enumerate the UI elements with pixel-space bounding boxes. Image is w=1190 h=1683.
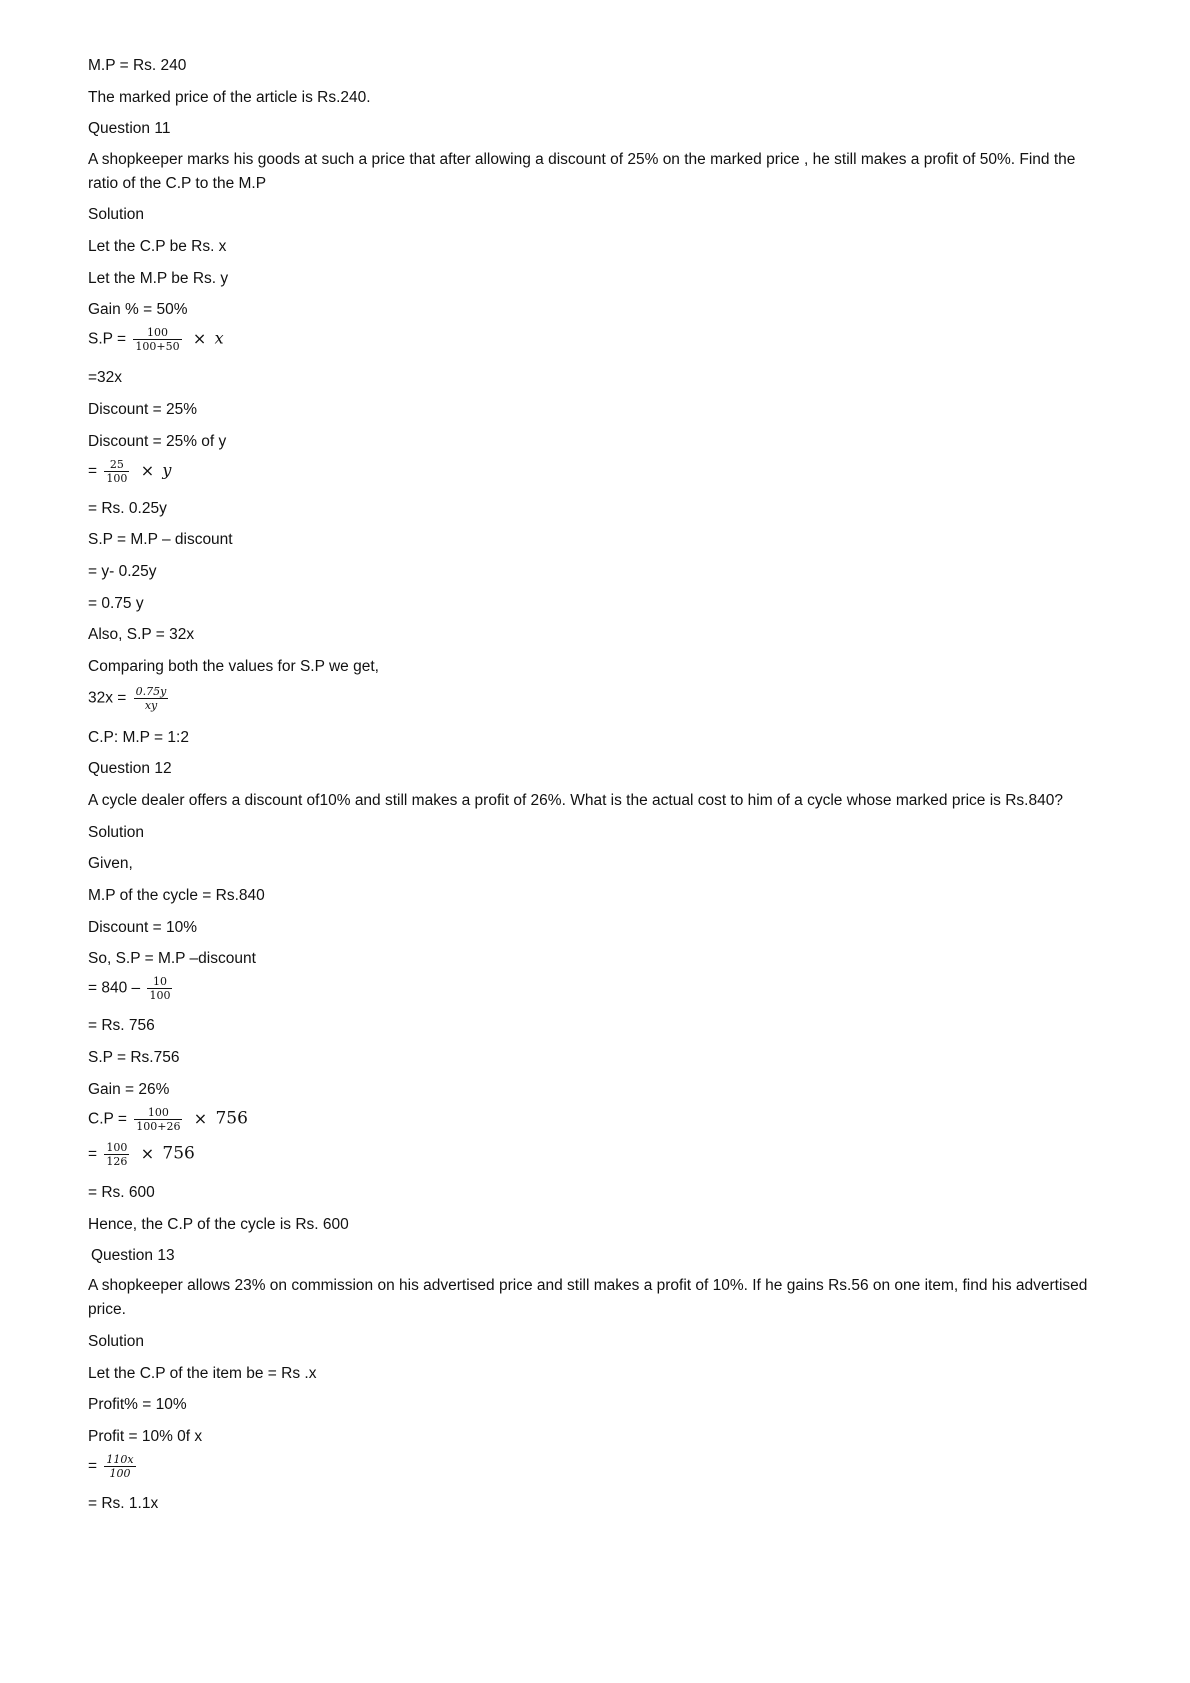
equation-line <box>88 326 224 353</box>
text-line: The marked price of the article is Rs.240. <box>88 89 371 106</box>
fraction-numerator: 10 <box>147 975 172 989</box>
text-line: Let the M.P be Rs. y <box>88 270 229 287</box>
fraction-denominator: 100 <box>106 472 128 485</box>
fraction-numerator: 0.75y <box>135 685 167 698</box>
text-line: Also, S.P = 32x <box>88 626 195 643</box>
text-line: S.P = M.P – discount <box>88 531 233 548</box>
equation-line <box>88 458 171 485</box>
math-number: 756 <box>162 1143 195 1164</box>
fraction-denominator: 100 <box>109 1467 131 1480</box>
text-line: =32x <box>88 369 123 386</box>
fraction <box>104 1453 135 1480</box>
solution-heading: Solution <box>88 206 145 223</box>
text-line: Discount = 10% <box>88 919 197 936</box>
text-line: Gain % = 50% <box>88 301 188 318</box>
fraction <box>134 1106 182 1133</box>
text-line: C.P: M.P = 1:2 <box>88 729 189 746</box>
text-line: Profit = 10% 0f x <box>88 1428 203 1445</box>
text-line: Let the C.P of the item be = Rs .x <box>88 1365 317 1382</box>
equation-label: = <box>88 1457 98 1475</box>
fraction-numerator: 25 <box>104 458 129 472</box>
times-operator: × <box>140 1143 155 1163</box>
equation-line <box>88 975 175 1002</box>
text-line: = Rs. 756 <box>88 1017 155 1034</box>
fraction-numerator: 100 <box>133 326 181 340</box>
text-line: Gain = 26% <box>88 1081 170 1098</box>
text-line: = y- 0.25y <box>88 563 157 580</box>
text-line: Discount = 25% <box>88 401 197 418</box>
times-operator: × <box>193 1108 208 1128</box>
equation-line <box>88 1106 248 1133</box>
math-number: 756 <box>215 1108 248 1129</box>
fraction-denominator: 100 <box>149 989 171 1002</box>
text-line: = Rs. 0.25y <box>88 500 167 517</box>
fraction-numerator: 100 <box>106 1141 128 1154</box>
fraction <box>104 1141 129 1168</box>
times-operator: × <box>140 460 155 480</box>
question-heading: Question 13 <box>91 1247 175 1264</box>
equation-line <box>88 1453 139 1480</box>
text-line: Given, <box>88 855 133 872</box>
times-operator: × <box>192 328 207 348</box>
question-heading: Question 11 <box>88 120 171 137</box>
text-line: = 0.75 y <box>88 595 144 612</box>
question-text: A cycle dealer offers a discount of10% and still makes a profit of 26%. What is the actual cost to him of a cycle whose marked price is Rs.840? <box>88 792 1063 809</box>
fraction <box>147 975 172 1002</box>
text-line: Let the C.P be Rs. x <box>88 238 227 255</box>
text-line: M.P of the cycle = Rs.840 <box>88 887 265 904</box>
fraction <box>104 458 129 485</box>
equation-label: = <box>88 1145 98 1163</box>
fraction-denominator: xy <box>144 699 158 712</box>
math-variable: y <box>162 460 172 480</box>
fraction-numerator: 100 <box>134 1106 182 1120</box>
text-line: S.P = Rs.756 <box>88 1049 180 1066</box>
equation-line <box>88 1141 195 1168</box>
fraction <box>133 326 181 353</box>
equation-line <box>88 685 171 712</box>
fraction <box>134 685 169 712</box>
text-line: Profit% = 10% <box>88 1396 187 1413</box>
text-line: Hence, the C.P of the cycle is Rs. 600 <box>88 1216 349 1233</box>
question-text: A shopkeeper marks his goods at such a price that after allowing a discount of 25% on the marked price , he still makes a profit of 50%. Find the ratio of the C.P to the M.P <box>88 151 1076 192</box>
equation-label: S.P = <box>88 330 127 348</box>
question-heading: Question 12 <box>88 760 172 777</box>
text-line: M.P = Rs. 240 <box>88 57 187 74</box>
fraction-denominator: 126 <box>106 1155 128 1168</box>
text-line: = Rs. 1.1x <box>88 1495 159 1512</box>
math-variable: x <box>214 328 224 348</box>
text-line: = Rs. 600 <box>88 1184 155 1201</box>
text-line: Comparing both the values for S.P we get, <box>88 658 379 675</box>
equation-label: = <box>88 462 98 480</box>
solution-heading: Solution <box>88 824 145 841</box>
equation-label: C.P = <box>88 1110 127 1128</box>
fraction-numerator: 110x <box>106 1453 134 1466</box>
fraction-denominator: 100+50 <box>135 340 180 353</box>
solution-heading: Solution <box>88 1333 145 1350</box>
equation-label: 32x = <box>88 689 127 707</box>
question-text: A shopkeeper allows 23% on commission on his advertised price and still makes a profit of 10%. If he gains Rs.56 on one item, find his advertised price. <box>88 1277 1088 1318</box>
text-line: So, S.P = M.P –discount <box>88 950 256 967</box>
text-line: Discount = 25% of y <box>88 433 227 450</box>
equation-label: = 840 – <box>88 979 141 997</box>
fraction-denominator: 100+26 <box>136 1120 181 1133</box>
